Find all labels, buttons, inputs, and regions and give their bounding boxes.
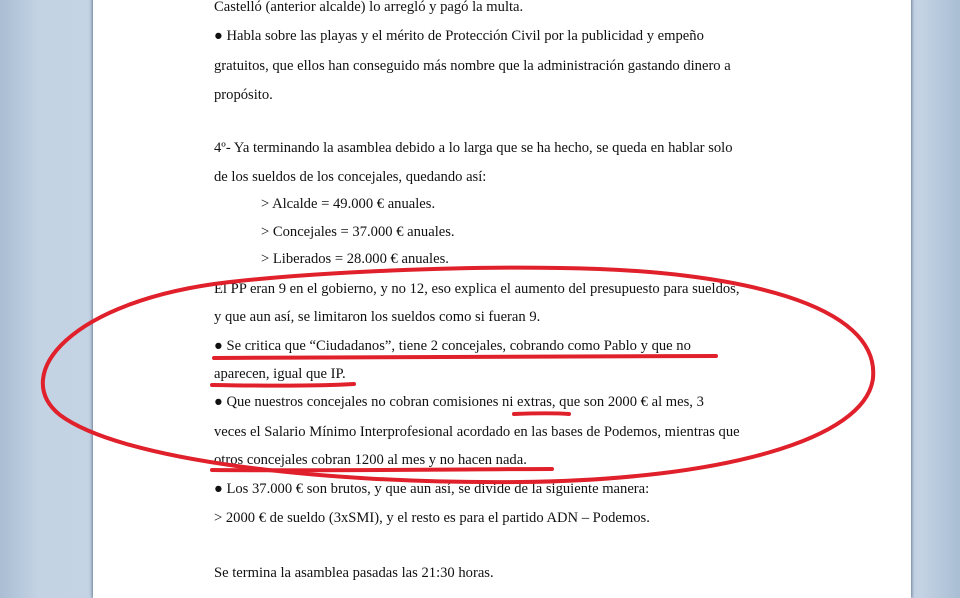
text-line: y que aun así, se limitaron los sueldos como si fueran 9. bbox=[214, 309, 541, 325]
text-line: ● Habla sobre las playas y el mérito de Protección Civil por la publicidad y empeño bbox=[214, 28, 704, 44]
text-line: > 2000 € de sueldo (3xSMI), y el resto es para el partido ADN – Podemos. bbox=[214, 510, 650, 526]
text-line: aparecen, igual que IP. bbox=[214, 366, 346, 382]
text-line: veces el Salario Mínimo Interprofesional acordado en las bases de Podemos, mientras que bbox=[214, 424, 740, 440]
text-line: ● Los 37.000 € son brutos, y que aun así, se divide de la siguiente manera: bbox=[214, 481, 650, 497]
text-line: gratuitos, que ellos han conseguido más nombre que la administración gastando dinero a bbox=[214, 58, 731, 74]
text-line: ● Se critica que “Ciudadanos”, tiene 2 concejales, cobrando como Pablo y que no bbox=[214, 338, 691, 354]
document-page bbox=[93, 0, 911, 598]
text-line: El PP eran 9 en el gobierno, y no 12, eso explica el aumento del presupuesto para sueldos, bbox=[214, 281, 740, 297]
text-line: 4º- Ya terminando la asamblea debido a lo larga que se ha hecho, se queda en hablar solo bbox=[214, 140, 733, 156]
text-line: propósito. bbox=[214, 87, 273, 103]
text-line: Castelló (anterior alcalde) lo arregló y pagó la multa. bbox=[214, 0, 524, 15]
text-line: otros concejales cobran 1200 al mes y no hacen nada. bbox=[214, 452, 527, 468]
salary-item: > Liberados = 28.000 € anuales. bbox=[261, 251, 449, 267]
salary-item: > Alcalde = 49.000 € anuales. bbox=[261, 196, 436, 212]
salary-item: > Concejales = 37.000 € anuales. bbox=[261, 224, 455, 240]
text-line: ● Que nuestros concejales no cobran comisiones ni extras, que son 2000 € al mes, 3 bbox=[214, 394, 704, 410]
text-line: de los sueldos de los concejales, quedando así: bbox=[214, 169, 487, 185]
text-line: Se termina la asamblea pasadas las 21:30 horas. bbox=[214, 565, 494, 581]
